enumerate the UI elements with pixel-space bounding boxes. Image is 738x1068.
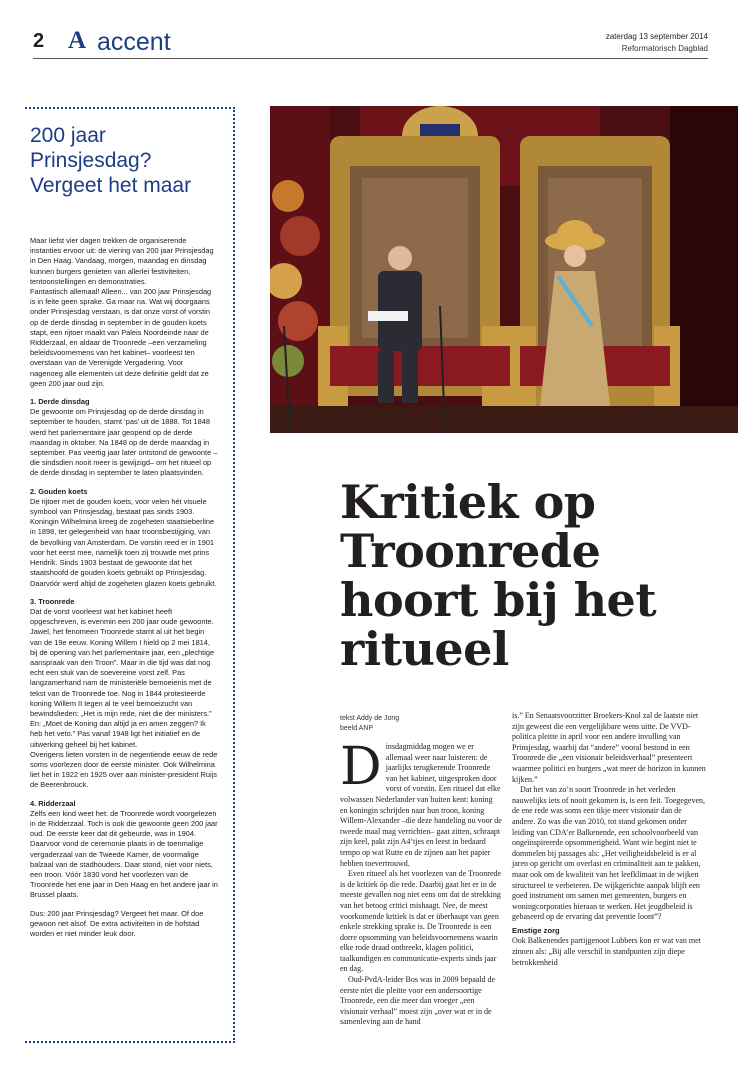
sidebar-body bbox=[30, 236, 218, 947]
sidebar-subheading: 4. Ridderzaal bbox=[30, 798, 76, 808]
newspaper-name: Reformatorisch Dagblad bbox=[621, 44, 708, 53]
sidebar-subheading: 1. Derde dinsdag bbox=[30, 397, 90, 407]
article-paragraph: insdagmiddag mogen we er allemaal weer naar luisteren: de jaarlijks terugkerende Troonrede van het kabinet, uitgesproken door vorst of vorstin. Een ritueel dat elke volwassen Nederlander van buiten kent: koning en koningin schrijden naar hun troon, koning Willem-Alexander –die deze handeling nu voor de tweede maal mag verrichten– gaat zitten, schraapt zijn keel, pakt zijn A4’tjes en leest in bedaard tempo op wat Rutte en de zijnen aan het papier hebben toevertrouwd. bbox=[340, 742, 502, 868]
section-title: accent bbox=[97, 28, 171, 56]
sidebar-subheading: 2. Gouden koets bbox=[30, 486, 88, 496]
page-header bbox=[0, 0, 738, 58]
sidebar-paragraph: De gewoonte om Prinsjesdag op de derde dinsdag in september te houden, stamt ‘pas’ uit de 1888. Tot 1848 werd het parlementaire jaar geopend op de derde maandag in oktober. Na 1848 op de derde maandag in september. Pas veertig jaar later ontstond de gewoonte –die sindsdien nooit meer is gewijzigd– om het ritueel op de derde dinsdag in september te laten plaatsvinden. bbox=[30, 407, 218, 478]
byline: tekst Addy de Jong bbox=[340, 715, 400, 722]
issue-date: zaterdag 13 september 2014 bbox=[605, 32, 708, 41]
article-column-2 bbox=[512, 711, 706, 968]
article-paragraph: Dat het van zo’n soort Troonrede in het verleden nauwelijks iets of nooit gekomen is, is een feit. Toegegeven, de ene rede was soms een tikje meer visionair dan de andere. Zo was die van 2010, tot stand gekomen onder leiding van CDA’er Balkenende, een schoolvoorbeeld van ongeïnspireerde opsommerigheid. Want wie begint niet te dommelen bij passages als: „Het veiligheidsbeleid is er al jaren op gericht om overlast en criminaliteit aan te pakken, maar ook om de kwaliteit van het leefklimaat in de wijken structureel te verbeteren. De wijkgerichte aanpak blijft een goed instrument om samen met gemeenten, burgers en woningcorporaties hieraan te werken. Het jeugdbeleid is gebaseerd op de ervaring dat preventie loont”? bbox=[512, 785, 706, 922]
header-rule bbox=[33, 58, 708, 59]
photo-credit: beeld ANP bbox=[340, 725, 374, 732]
sidebar-paragraph: Fantastisch allemaal! Alleen... van 200 jaar Prinsjesdag is in feite geen sprake. Ga maar na. Wat wij doorgaans onder Prinsjesdag verstaan, is dat onze vorst of vorstin op de derde dinsdag in september in de gouden koets stapt, een rijtoer maakt van Paleis Noordeinde naar de Ridderzaal, en aldaar de Troonrede –een verzameling beleidsvoornemens van het kabinet– voorleest ten overstaan van de Verenigde Vergadering. Voor nagenoeg alle elementen uit deze definitie geldt dat ze geen 200 jaar oud zijn. bbox=[30, 287, 212, 388]
article-paragraph: Even ritueel als het voorlezen van de Troonrede is de kritiek óp die rede. Daarbij gaat het er in de meeste gevallen nog niet eens om dat de strekking van het betoog critici mishaagt. Nee, de meest voorkomende kritiek is dat er überhaupt van geen enkele strekking sprake is. De Troonrede is een dorre opsomming van beleidsvoornemens waarin elke rode draad ontbreekt, klagen politici, taalkundigen en communicatie-experts sinds jaar en dag. bbox=[340, 869, 502, 974]
sidebar-paragraph: Zelfs een kind weet het: de Troonrede wordt voorgelezen in de Ridderzaal. Toch is ook die gewoonte geen 200 jaar oud. De eerste keer dat dit gebeurde, was in 1904. Daarvoor vond de ceremonie plaats in de toenmalige vergaderzaal van de Tweede Kamer, de voormalige balzaal van de stadhouders. Daar stond, niet voor niets, een troon. Vóór 1830 vond het voorlezen van de Troonrede het ene jaar in Den Haag en het andere jaar in Brussel plaats. bbox=[30, 808, 218, 900]
sidebar-subheading: 3. Troonrede bbox=[30, 596, 75, 606]
sidebar-paragraph: De rijtoer met de gouden koets, voor velen hét visuele symbool van Prinsjesdag, bestaat pas sinds 1903. Koningin Wilhelmina kreeg de zogeheten staatsieberline in 1898, ter gelegenheid van haar troonsbestijging, van de bevolking van Amsterdam. De vorstin reed er in 1901 voor het eerst mee, namelijk toen zij trouwde met prins Hendrik. Sinds 1903 bestaat de gewoonte dat het staatshoofd de gouden koets gebruikt op Prinsjesdag. Daarvóór werd altijd de zogeheten glazen koets gebruikt. bbox=[30, 496, 217, 588]
sidebar-closing: Dus: 200 jaar Prinsjesdag? Vergeet het maar. Of doe gewoon net alsof. De extra activiteiten in de hofstad worden er niet minder leuk door. bbox=[30, 908, 204, 938]
article-paragraph: is.” En Senaatsvoorzitter Broekers-Knol zal de laatste niet zijn geweest die een vergelijkbare wens uitte. De VVD-politica pleitte in april voor een andere invulling van Prinsjesdag, waarbij dat “andere” vooral bestond in een Troonrede die „een visionair beleidsverhaal” presenteert waarmee politici en burgers „wat meer de horizon in kunnen kijken.” bbox=[512, 711, 706, 784]
sidebar-title: 200 jaar Prinsjesdag? Vergeet het maar bbox=[30, 124, 192, 197]
article-column-1 bbox=[340, 737, 502, 1028]
sidebar-paragraph: Overigens lieten vorsten in de negentiende eeuw de rede soms voorlezen door de eerste minister. Ook Wilhelmina liet het in 1922 en 1925 over aan minister-president Ruijs de Beerenbrouck. bbox=[30, 749, 218, 790]
article-photo bbox=[270, 106, 738, 433]
article-paragraph: Ook Balkenendes partijgenoot Lubbers kon er wat van met zinnen als: „Bij alle verschil in standpunten zijn diepe betrokkenheid bbox=[512, 936, 701, 967]
section-logo: A bbox=[68, 27, 87, 54]
sidebar-paragraph: Maar liefst vier dagen trekken de organiserende instanties ervoor uit: de viering van 200 jaar Prinsjesdag in Den Haag. Vandaag, morgen, maandag en dinsdag kunnen burgers genieten van allerlei festiviteiten, tentoonstellingen en demonstraties. bbox=[30, 236, 214, 286]
article-headline: Kritiek op Troonrede hoort bij het ritueel bbox=[340, 475, 657, 676]
drop-cap: D bbox=[340, 737, 382, 797]
page-number: 2 bbox=[33, 30, 45, 52]
article-subheading: Emstige zorg bbox=[512, 925, 560, 935]
article-credits bbox=[340, 714, 399, 734]
sidebar-paragraph: Dat de vorst voorleest wat het kabinet heeft opgeschreven, is evenmin een 200 jaar oude gewoonte. Jawel, het fenomeen Troonrede stamt al uit het begin van de 19e eeuw. Koning Willem I hield op 2 mei 1814, bij de opening van het parlementaire jaar, een „plechtige aanspraak van den Troon”. Maar in die tijd was dat nog echt een stuk van de soevereine vorst zelf. Pas langzamerhand nam de ministeriële bemoeienis met de tekst van de Troonrede toe. Nog in 1844 protesteerde koning Willem II tegen al te veel bemoeizucht van bewindslieden: „Het is mijn rede, niet die der ministers.” En: „Moet de Koning dan altijd ja en amen zeggen? Ik heb het veto.” Pas vanaf 1948 ligt het initiatief en de uitwerking geheel bij het kabinet. bbox=[30, 606, 215, 749]
throne-scene-illustration bbox=[270, 106, 738, 433]
article-paragraph: Oud-PvdA-leider Bos was in 2009 bepaald de eerste niet die pleitte voor een andersoortige Troonrede, een die meer dan vroeger „een visionair verhaal” moest zijn „over wat er in de samenleving aan de hand bbox=[340, 975, 496, 1027]
